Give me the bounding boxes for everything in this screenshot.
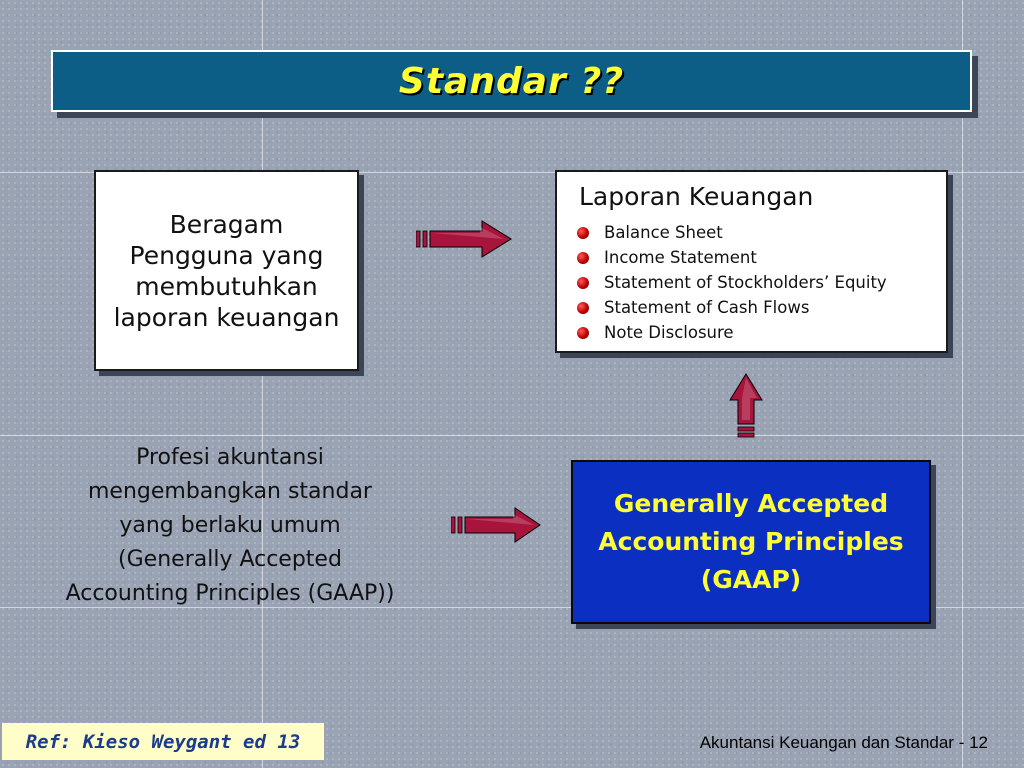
- bullet-icon: [577, 327, 589, 339]
- slide-title: Standar ??: [398, 60, 625, 102]
- reports-heading: Laporan Keuangan: [579, 182, 814, 211]
- list-item: [577, 320, 887, 345]
- list-item-label: Statement of Cash Flows: [604, 298, 810, 317]
- list-item-label: Note Disclosure: [604, 323, 734, 342]
- financial-reports-box: [555, 170, 948, 353]
- gaap-box: [571, 460, 931, 624]
- background-gridline: [962, 0, 963, 768]
- up-arrow-icon: [728, 372, 764, 438]
- reports-list: [577, 220, 887, 345]
- right-arrow-icon: [451, 507, 543, 543]
- list-item-label: Balance Sheet: [604, 223, 723, 242]
- background-gridline: [262, 0, 263, 768]
- reference-text: Ref: Kieso Weygant ed 13: [25, 730, 301, 753]
- background-gridline: [0, 435, 1024, 436]
- users-box-text: Beragam Pengguna yang membutuhkan laporan keuangan: [113, 209, 340, 332]
- bullet-icon: [577, 227, 589, 239]
- right-arrow-icon: [416, 219, 514, 259]
- reference-box: [2, 723, 324, 760]
- list-item: [577, 295, 887, 320]
- list-item: [577, 220, 887, 245]
- list-item: [577, 245, 887, 270]
- bullet-icon: [577, 277, 589, 289]
- list-item: [577, 270, 887, 295]
- gaap-text: Generally Accepted Accounting Principles (GAAP): [598, 489, 904, 594]
- bullet-icon: [577, 252, 589, 264]
- slide-footer: Akuntansi Keuangan dan Standar - 12: [699, 733, 988, 752]
- title-bar: [51, 50, 972, 112]
- profession-text: Profesi akuntansi mengembangkan standar yang berlaku umum (Generally Accepted Accounting Principles (GAAP)): [65, 445, 395, 606]
- list-item-label: Income Statement: [604, 248, 757, 267]
- users-box: [94, 170, 359, 371]
- bullet-icon: [577, 302, 589, 314]
- list-item-label: Statement of Stockholders’ Equity: [604, 273, 887, 292]
